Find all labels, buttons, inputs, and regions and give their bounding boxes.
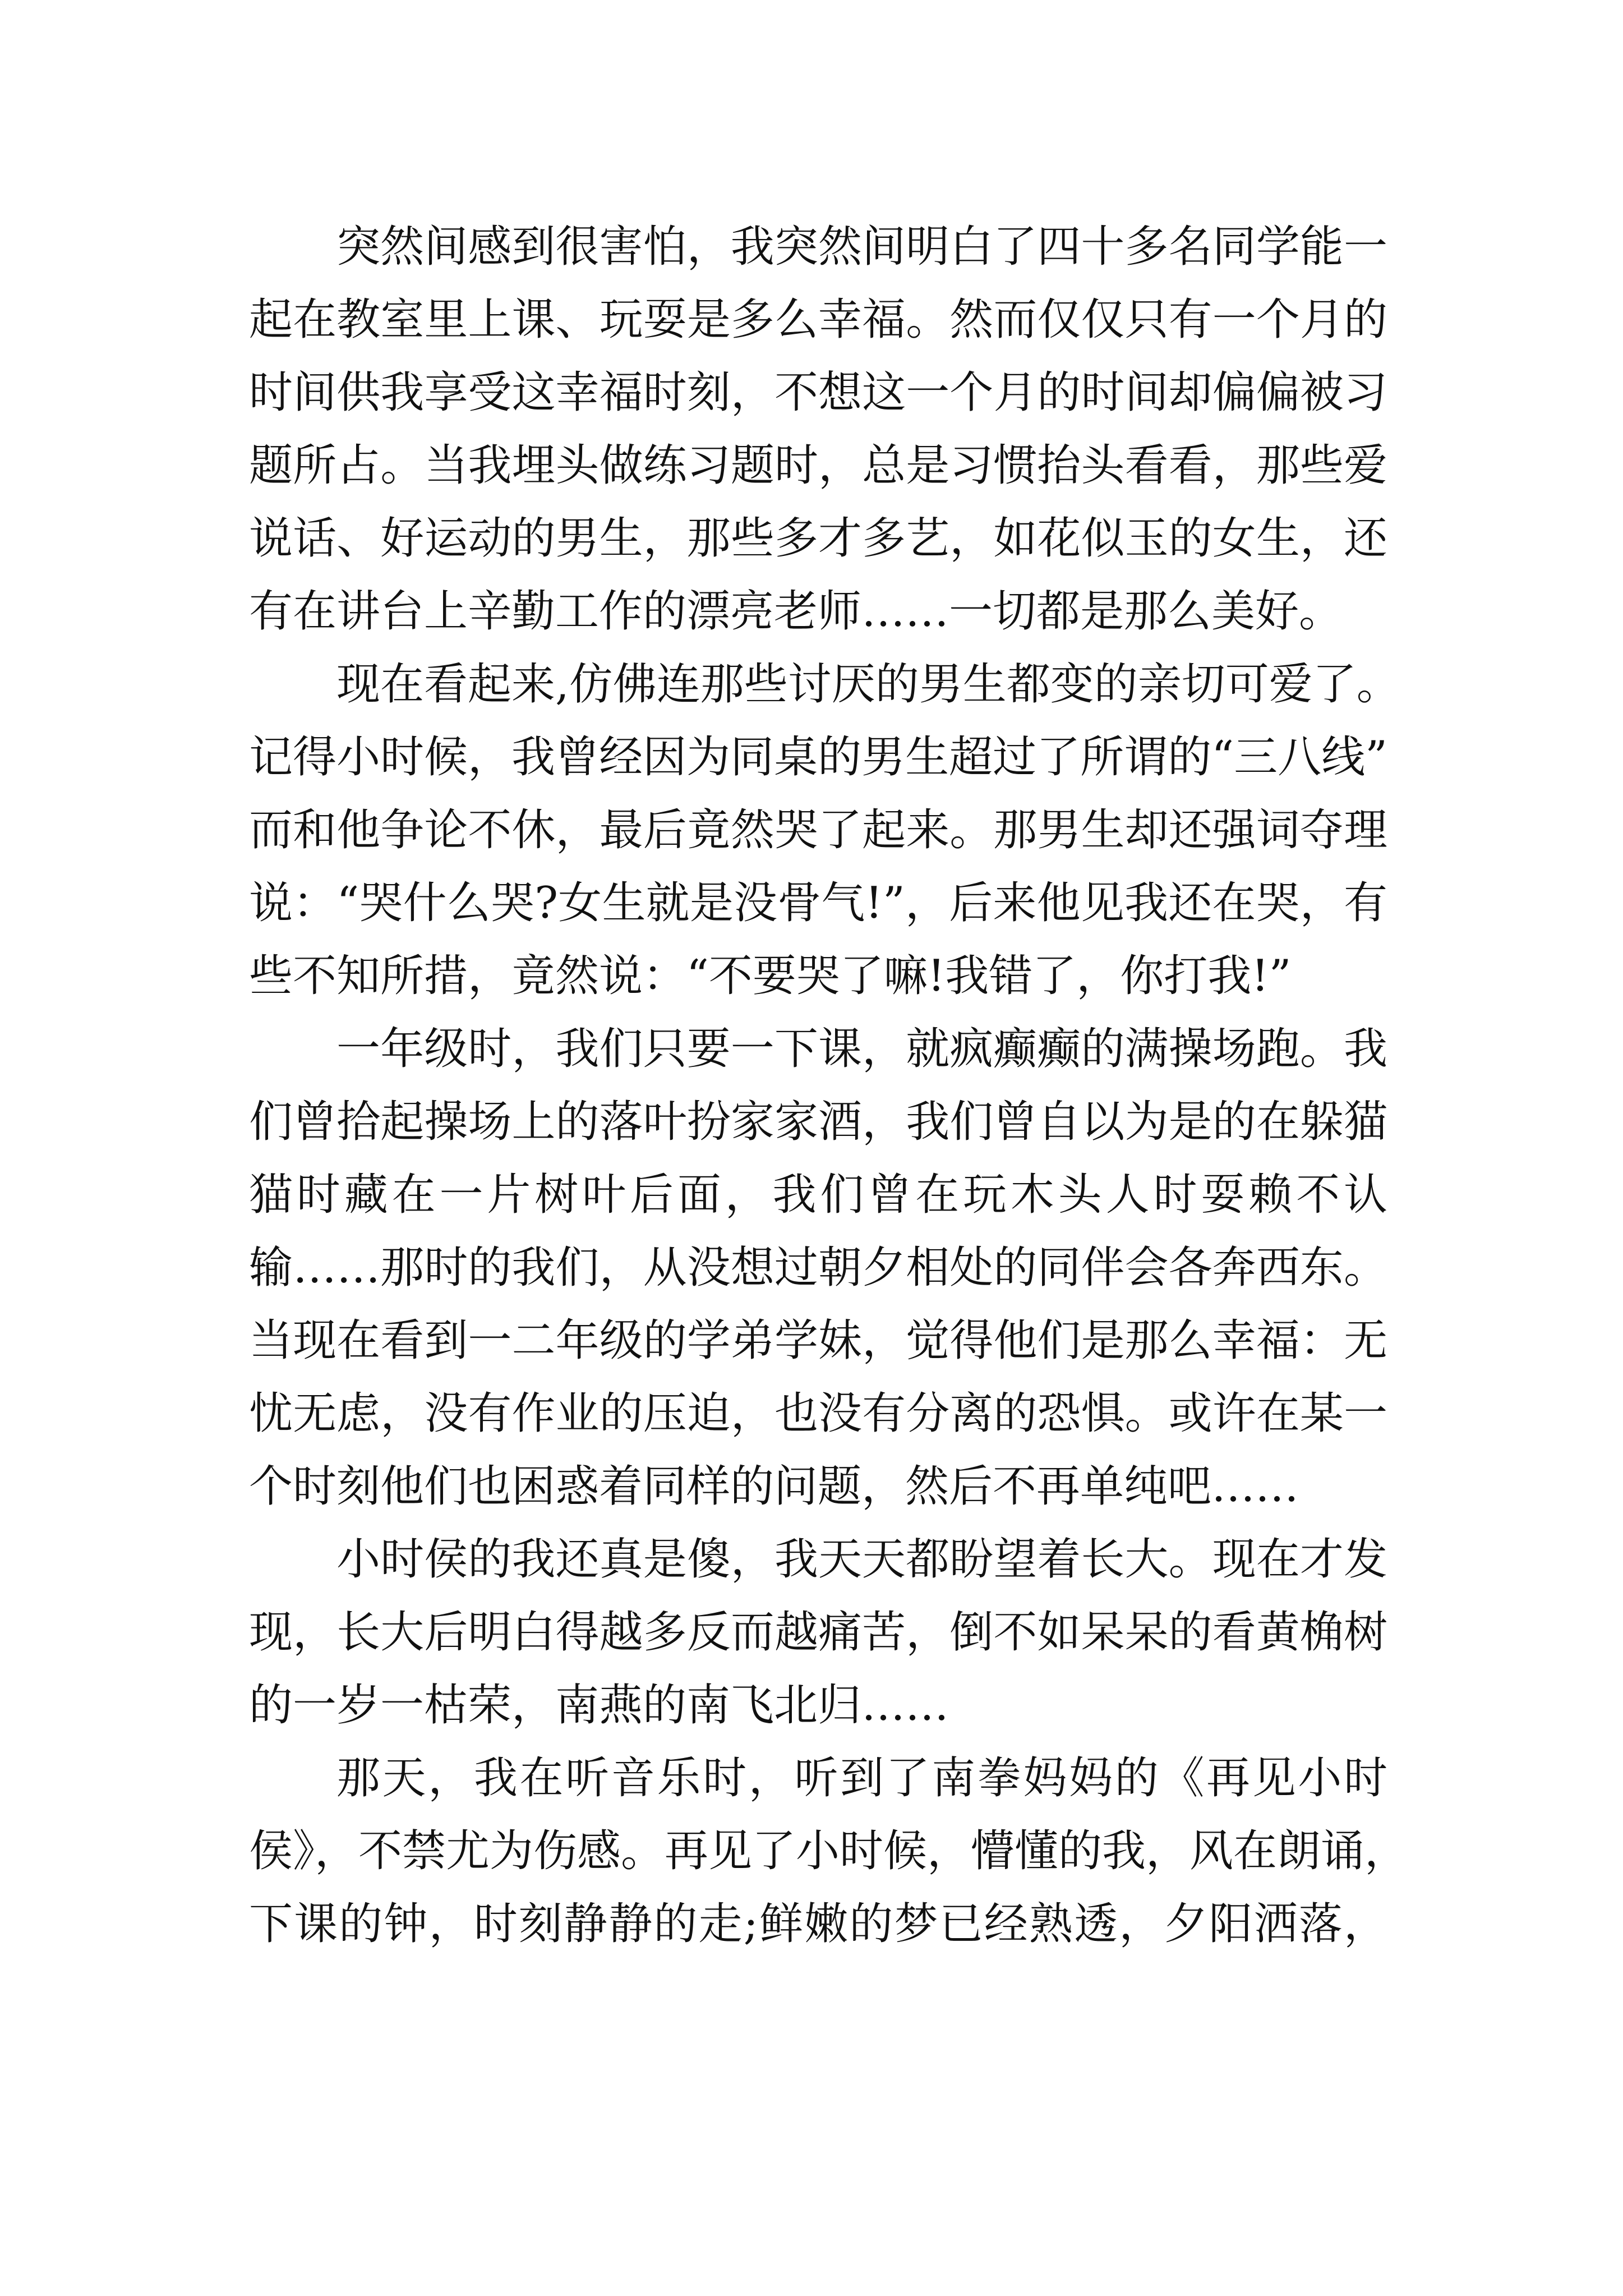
text-line: 有在讲台上辛勤工作的漂亮老师……一切都是那么美好。	[249, 586, 1343, 637]
text-line: 下课的钟，时刻静静的走;鲜嫩的梦已经熟透，夕阳洒落，	[249, 1899, 1387, 1949]
text-line: 些不知所措，竟然说：“不要哭了嘛!我错了，你打我!”	[249, 951, 1292, 1001]
text-line: 记得小时候，我曾经因为同桌的男生超过了所谓的“三八线”	[249, 732, 1387, 783]
text-line: 突然间感到很害怕，我突然间明白了四十多名同学能一	[336, 222, 1387, 272]
text-line: 题所占。当我埋头做练习题时，总是习惯抬头看看，那些爱	[249, 440, 1387, 491]
text-line: 的一岁一枯荣，南燕的南飞北归……	[249, 1680, 949, 1731]
essay-body	[249, 210, 1409, 1961]
text-line: 一年级时，我们只要一下课，就疯癫癫的满操场跑。我	[336, 1024, 1387, 1074]
text-line: 说：“哭什么哭?女生就是没骨气!”，后来他见我还在哭，有	[249, 878, 1387, 928]
text-line: 当现在看到一二年级的学弟学妹，觉得他们是那么幸福：无	[249, 1315, 1387, 1366]
text-line: 而和他争论不休，最后竟然哭了起来。那男生却还强词夺理	[249, 805, 1387, 855]
text-line: 侯》，不禁尤为伤感。再见了小时候，懵懂的我，风在朗诵，	[249, 1826, 1409, 1876]
text-line: 现，长大后明白得越多反而越痛苦，倒不如呆呆的看黄桷树	[249, 1607, 1387, 1658]
text-line: 猫时藏在一片树叶后面，我们曾在玩木头人时耍赖不认	[249, 1170, 1387, 1220]
text-line: 忧无虑，没有作业的压迫，也没有分离的恐惧。或许在某一	[249, 1388, 1387, 1439]
text-line: 输……那时的我们，从没想过朝夕相处的同伴会各奔西东。	[249, 1243, 1387, 1293]
text-line: 现在看起来,仿佛连那些讨厌的男生都变的亲切可爱了。	[336, 659, 1400, 710]
text-line: 小时侯的我还真是傻，我天天都盼望着长大。现在才发	[336, 1534, 1387, 1585]
text-line: 们曾拾起操场上的落叶扮家家酒，我们曾自以为是的在躲猫	[249, 1097, 1387, 1147]
text-line: 说话、好运动的男生，那些多才多艺，如花似玉的女生，还	[249, 513, 1387, 564]
text-line: 起在教室里上课、玩耍是多么幸福。然而仅仅只有一个月的	[249, 295, 1387, 345]
text-line: 时间供我享受这幸福时刻，不想这一个月的时间却偏偏被习	[249, 367, 1387, 418]
text-line: 个时刻他们也困惑着同样的问题，然后不再单纯吧……	[249, 1461, 1299, 1512]
text-line: 那天，我在听音乐时，听到了南拳妈妈的《再见小时	[336, 1753, 1387, 1803]
